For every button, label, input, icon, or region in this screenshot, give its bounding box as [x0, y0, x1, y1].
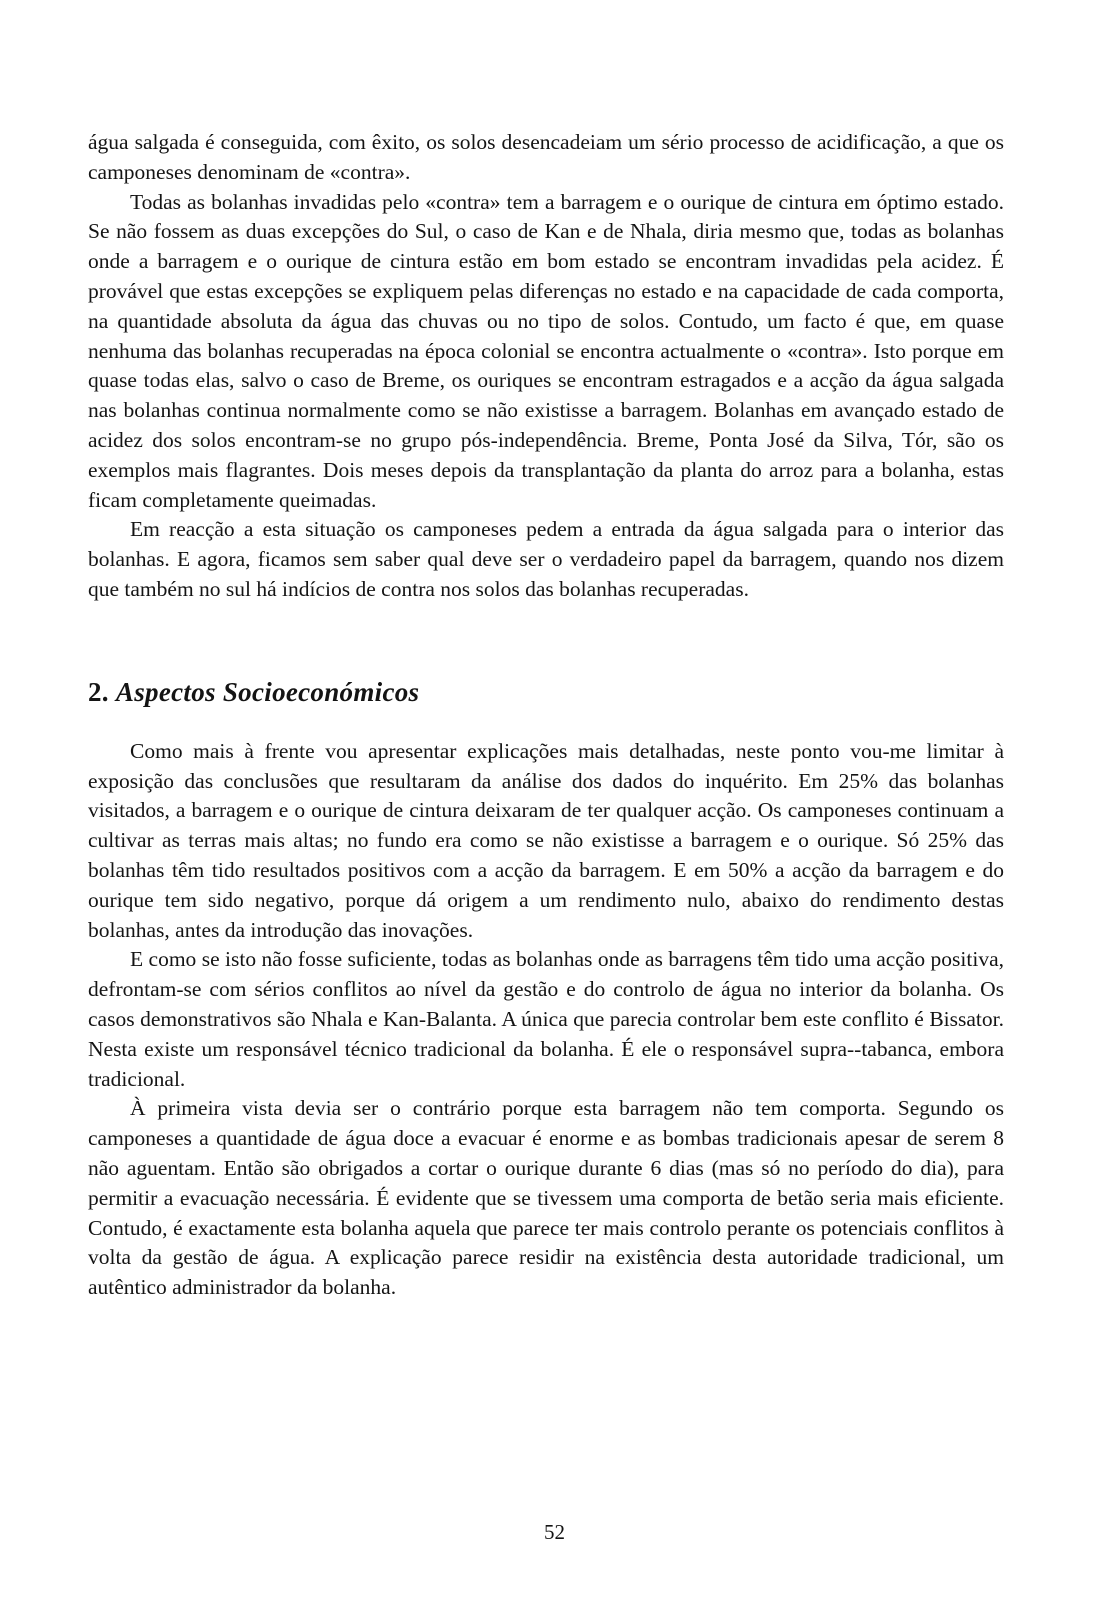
intro-paragraph-1: água salgada é conseguida, com êxito, os solos desencadeiam um sério processo de acidificação, a que os camponeses denominam de «contra». [88, 130, 1004, 184]
intro-paragraph-3: Em reacção a esta situação os camponeses pedem a entrada da água salgada para o interior das bolanhas. E agora, ficamos sem saber qual deve ser o verdadeiro papel da barragem, quando nos dizem que também no sul há indícios de contra nos solos das bolanhas recuperadas. [88, 517, 1004, 601]
section-paragraph-1: Como mais à frente vou apresentar explicações mais detalhadas, neste ponto vou-me limitar à exposição das conclusões que resultaram da análise dos dados do inquérito. Em 25% das bolanhas visitados, a barragem e o ourique de cintura deixaram de ter qualquer acção. Os camponeses continuam a cultivar as terras mais altas; no fundo era como se não existisse a barragem e o ourique. Só 25% das bolanhas têm tido resultados positivos com a acção da barragem. E em 50% a acção da barragem e do ourique tem sido negativo, porque dá origem a um rendimento nulo, abaixo do rendimento destas bolanhas, antes da introdução das inovações. [88, 738, 1004, 942]
section-paragraph-3: À primeira vista devia ser o contrário porque esta barragem não tem comporta. Segundo os camponeses a quantidade de água doce a evacuar é enorme e as bombas tradicionais apesar de serem 8 não aguentam. Então são obrigados a cortar o ourique durante 6 dias (mas só no período do dia), para permitir a evacuação necessária. É evidente que se tivessem uma comporta de betão seria mais eficiente. Contudo, é exactamente esta bolanha aquela que parece ter mais controlo perante os potenciais conflitos à volta da gestão de água. A explicação parece residir na existência desta autoridade tradicional, um autêntico administrador da bolanha. [88, 1096, 1004, 1300]
section-number: 2. [88, 676, 109, 707]
page-body [88, 128, 1004, 1303]
section-heading [88, 675, 1004, 709]
section-paragraph-2: E como se isto não fosse suficiente, todas as bolanhas onde as barragens têm tido uma acção positiva, defrontam-se com sérios conflitos ao nível da gestão e do controlo de água no interior da bolanha. Os casos demonstrativos são Nhala e Kan-Balanta. A única que parecia controlar bem este conflito é Bissator. Nesta existe um responsável técnico tradicional da bolanha. É ele o responsável supra--tabanca, embora tradicional. [88, 947, 1004, 1091]
intro-paragraph-2: Todas as bolanhas invadidas pelo «contra» tem a barragem e o ourique de cintura em óptimo estado. Se não fossem as duas excepções do Sul, o caso de Kan e de Nhala, diria mesmo que, todas as bolanhas onde a barragem e o ourique de cintura estão em bom estado se encontram invadidas pela acidez. É provável que estas excepções se expliquem pelas diferenças no estado e na capacidade de cada comporta, na quantidade absoluta da água das chuvas ou no tipo de solos. Contudo, um facto é que, em quase nenhuma das bolanhas recuperadas na época colonial se encontra actualmente o «contra». Isto porque em quase todas elas, salvo o caso de Breme, os ouriques se encontram estragados e a acção da água salgada nas bolanhas continua normalmente como se não existisse a barragem. Bolanhas em avançado estado de acidez dos solos encontram-se no grupo pós-independência. Breme, Ponta José da Silva, Tór, são os exemplos mais flagrantes. Dois meses depois da transplantação da planta do arroz para a bolanha, estas ficam completamente queimadas. [88, 189, 1004, 512]
section-title: Aspectos Socioeconómicos [115, 676, 420, 707]
page-number: 52 [544, 1520, 565, 1544]
